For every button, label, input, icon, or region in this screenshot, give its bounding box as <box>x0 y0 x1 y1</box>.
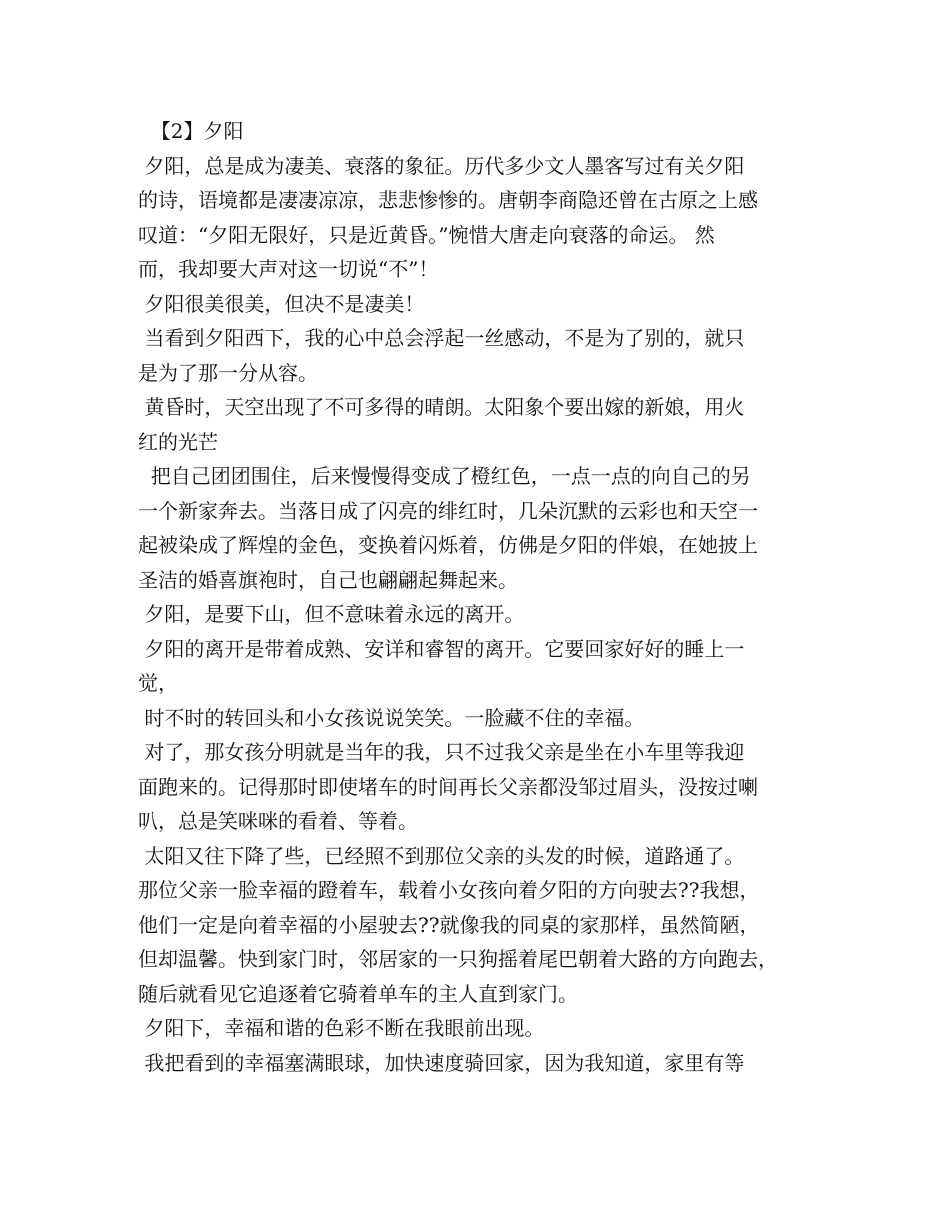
text-line: 夕阳，总是成为凄美、衰落的象征。历代多少文人墨客写过有关夕阳 <box>138 153 745 178</box>
text-line: 那位父亲一脸幸福的蹬着车，载着小女孩向着夕阳的方向驶去??我想， <box>138 878 760 902</box>
document-body <box>138 114 828 1080</box>
text-line: 我把看到的幸福塞满眼球，加快速度骑回家，因为我知道，家里有等 <box>138 1050 745 1075</box>
text-line: 当看到夕阳西下，我的心中总会浮起一丝感动，不是为了别的，就只 <box>138 326 745 350</box>
text-line: 一个新家奔去。当落日成了闪亮的绯红时，几朵沉默的云彩也和天空一 <box>138 498 758 523</box>
text-line: 黄昏时，天空出现了不可多得的晴朗。太阳象个要出嫁的新娘，用火 <box>138 395 745 419</box>
text-line: 面跑来的。记得那时即使堵车的时间再长父亲都没邹过眉头，没按过喇 <box>138 774 758 799</box>
text-line: 觉， <box>138 671 178 695</box>
text-line: 他们一定是向着幸福的小屋驶去??就像我的同桌的家那样，虽然简陋， <box>138 912 760 937</box>
text-line: 对了，那女孩分明就是当年的我，只不过我父亲是坐在小车里等我迎 <box>138 740 745 764</box>
text-line: 夕阳，是要下山，但不意味着永远的离开。 <box>138 602 525 626</box>
text-line: 圣洁的婚喜旗袍时，自己也翩翩起舞起来。 <box>138 567 518 592</box>
text-line: 是为了那一分从容。 <box>138 360 318 385</box>
text-line: 把自己团团围住，后来慢慢得变成了橙红色，一点一点的向自己的另 <box>138 464 751 488</box>
section-heading: 【2】夕阳 <box>138 119 244 143</box>
text-line: 叭，总是笑咪咪的看着、等着。 <box>138 809 418 833</box>
text-line: 太阳又往下降了些，已经照不到那位父亲的头发的时候，道路通了。 <box>138 843 745 868</box>
text-line: 但却温馨。快到家门时，邻居家的一只狗摇着尾巴朝着大路的方向跑去， <box>138 947 778 971</box>
text-line: 的诗，语境都是凄凄凉凉，悲悲惨惨的。唐朝李商隐还曾在古原之上感 <box>138 188 758 212</box>
text-line: 叹道：“夕阳无限好，只是近黄昏。”惋惜大唐走向衰落的命运。 然 <box>138 222 715 247</box>
text-line: 随后就看见它追逐着它骑着单车的主人直到家门。 <box>138 981 578 1006</box>
text-line: 而，我却要大声对这一切说“不”！ <box>138 257 439 281</box>
text-line: 起被染成了辉煌的金色，变换着闪烁着，仿佛是夕阳的伴娘，在她披上 <box>138 533 758 557</box>
text-line: 时不时的转回头和小女孩说说笑笑。一脸藏不住的幸福。 <box>138 705 645 730</box>
text-line: 夕阳很美很美，但决不是凄美！ <box>138 291 425 316</box>
text-line: 红的光芒 <box>138 429 218 454</box>
text-line: 夕阳下，幸福和谐的色彩不断在我眼前出现。 <box>138 1016 545 1040</box>
text-line: 夕阳的离开是带着成熟、安详和睿智的离开。它要回家好好的睡上一 <box>138 636 745 661</box>
